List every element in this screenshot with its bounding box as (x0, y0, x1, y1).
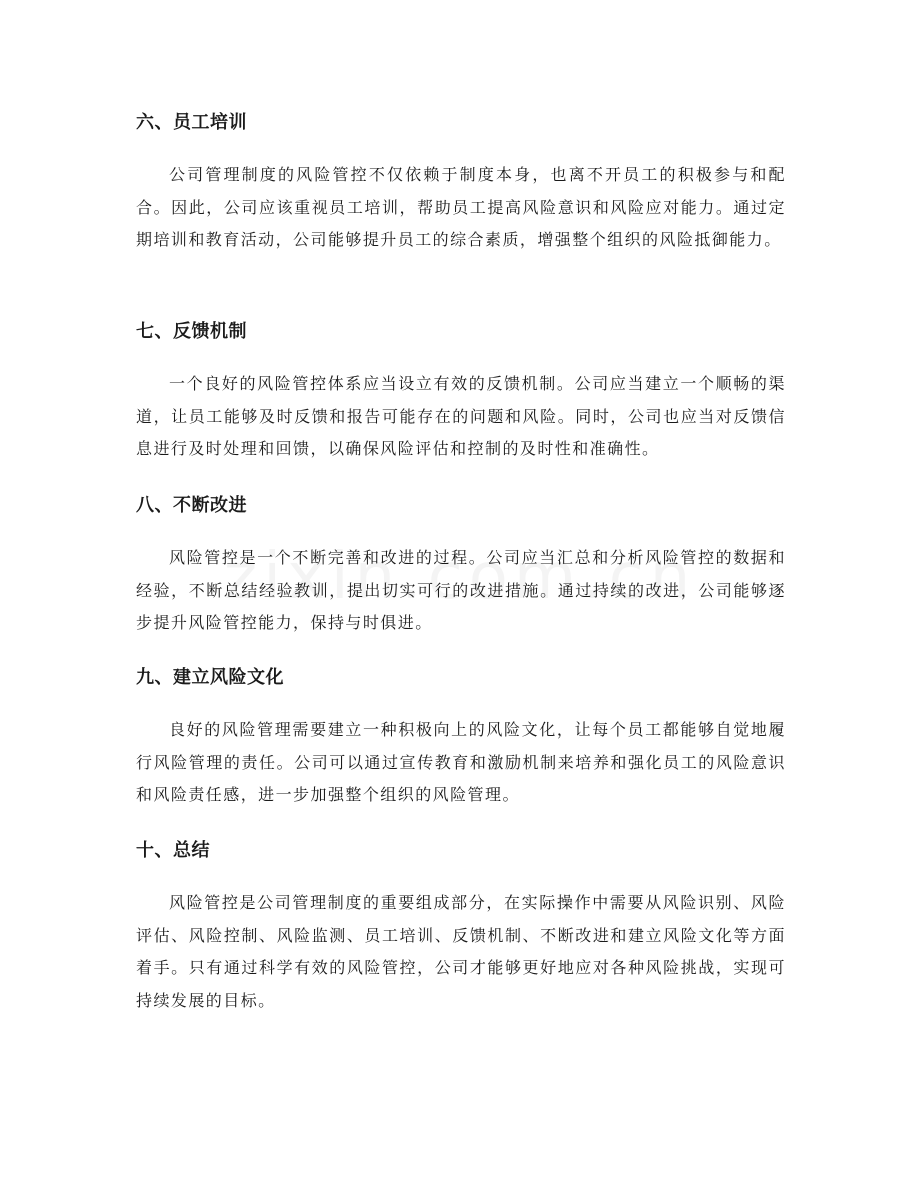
section-heading: 六、员工培训 (136, 112, 247, 133)
section-paragraph: 风险管控是一个不断完善和改进的过程。公司应当汇总和分析风险管控的数据和经验，不断总结经验教训，提出切实可行的改进措施。通过持续的改进，公司能够逐步提升风险管控能力，保持与时俱进。 (136, 548, 786, 632)
section-heading: 九、建立风险文化 (136, 667, 284, 688)
section-paragraph: 公司管理制度的风险管控不仅依赖于制度本身，也离不开员工的积极参与和配合。因此，公司应该重视员工培训，帮助员工提高风险意识和风险应对能力。通过定期培训和教育活动，公司能够提升员工的综合素质，增强整个组织的风险抵御能力。 (136, 165, 786, 249)
section-risk-culture (136, 665, 786, 812)
section-feedback-mechanism (136, 319, 786, 466)
section-heading: 八、不断改进 (136, 495, 247, 516)
section-paragraph: 风险管控是公司管理制度的重要组成部分，在实际操作中需要从风险识别、风险评估、风险控制、风险监测、员工培训、反馈机制、不断改进和建立风险文化等方面着手。只有通过科学有效的风险管控，公司才能够更好地应对各种风险挑战，实现可持续发展的目标。 (136, 893, 786, 1010)
section-summary (136, 838, 786, 1017)
section-heading: 十、总结 (136, 840, 210, 861)
section-employee-training (136, 110, 786, 257)
section-paragraph: 一个良好的风险管控体系应当设立有效的反馈机制。公司应当建立一个顺畅的渠道，让员工能够及时反馈和报告可能存在的问题和风险。同时，公司也应当对反馈信息进行及时处理和回馈，以确保风险评估和控制的及时性和准确性。 (136, 374, 786, 458)
section-continuous-improvement (136, 493, 786, 640)
section-paragraph: 良好的风险管理需要建立一种积极向上的风险文化，让每个员工都能够自觉地履行风险管理的责任。公司可以通过宣传教育和激励机制来培养和强化员工的风险意识和风险责任感，进一步加强整个组织的风险管理。 (136, 720, 786, 804)
section-heading: 七、反馈机制 (136, 321, 247, 342)
